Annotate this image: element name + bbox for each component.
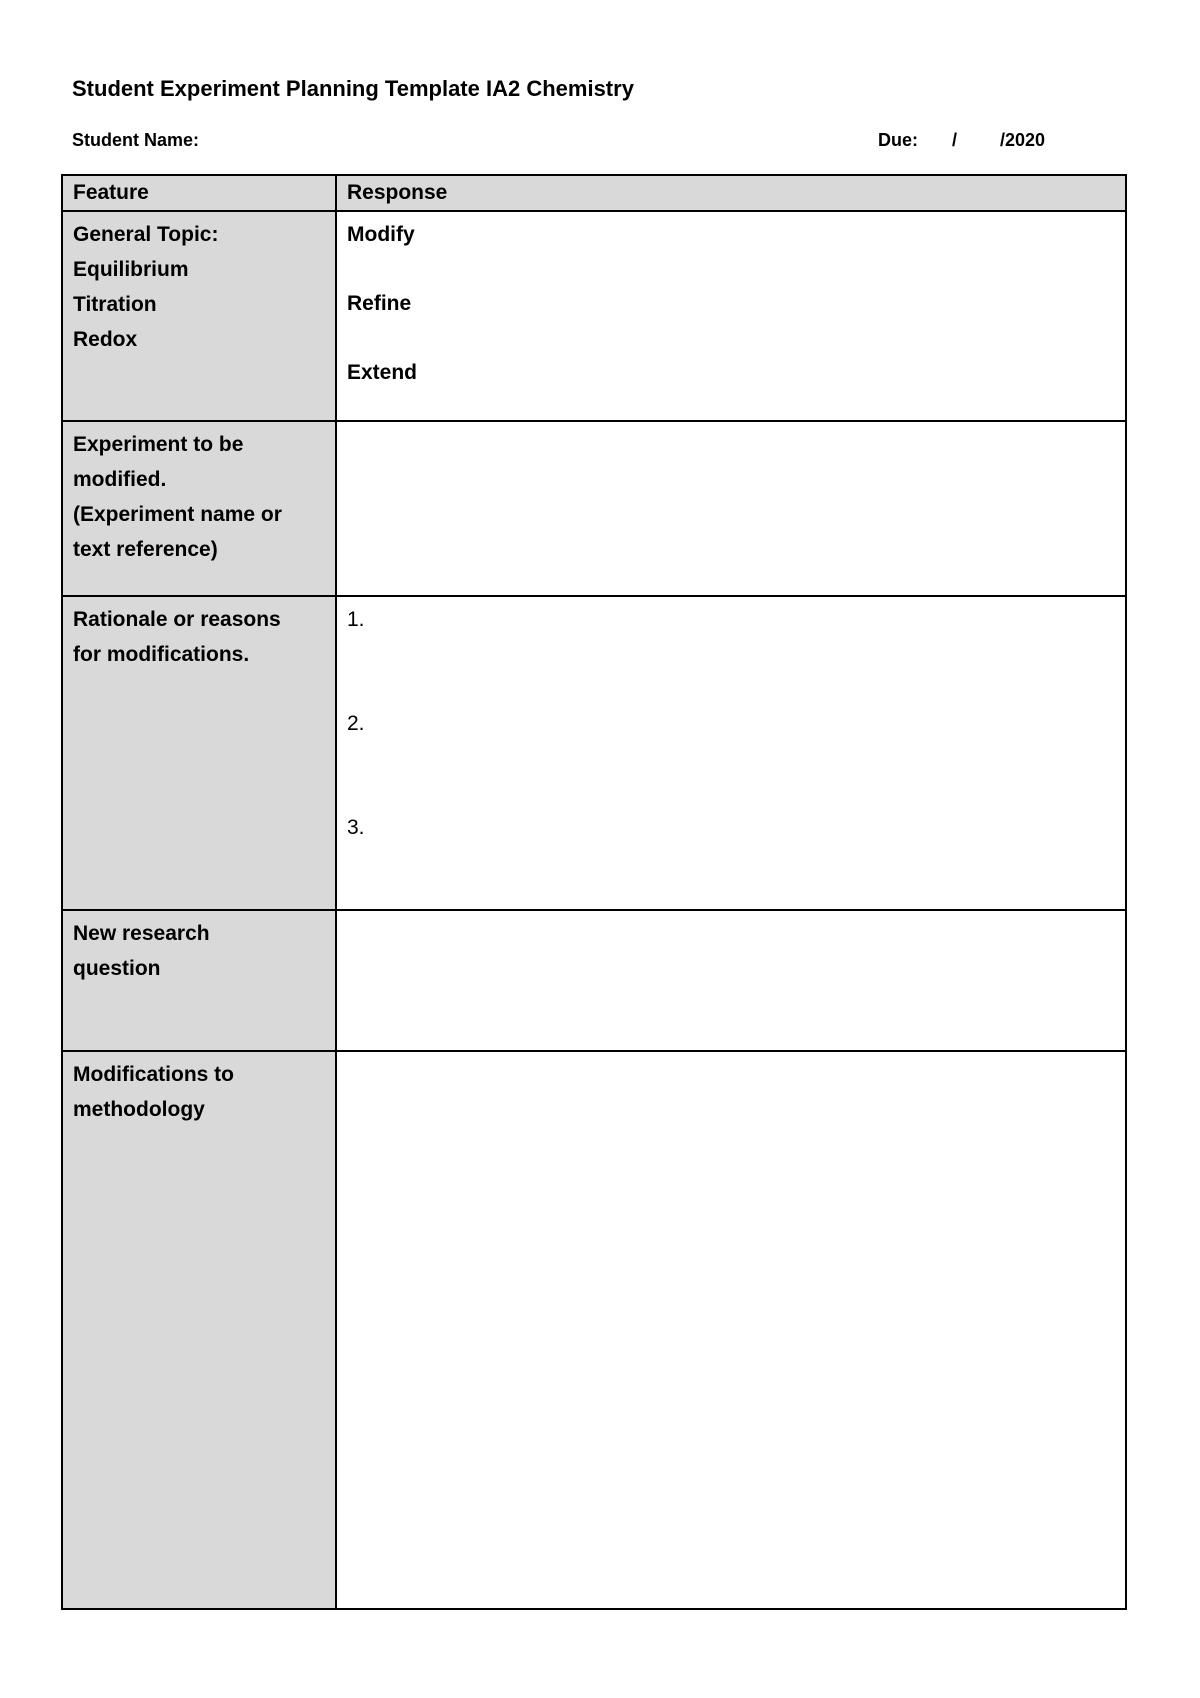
response-option-modify: Modify — [347, 223, 415, 246]
column-header-response: Response — [336, 175, 1126, 211]
document-title: Student Experiment Planning Template IA2 Chemistry — [72, 76, 634, 101]
topic-option-equilibrium: Equilibrium — [73, 258, 189, 281]
table-row-experiment — [62, 421, 1126, 596]
rationale-item-number: 2. — [347, 712, 365, 735]
rationale-item-number: 3. — [347, 816, 365, 839]
response-option-extend: Extend — [347, 361, 418, 384]
feature-label: Modifications to — [73, 1063, 234, 1086]
feature-cell-research-question — [62, 910, 336, 1051]
feature-label: for modifications. — [73, 643, 250, 666]
response-option-refine: Refine — [347, 292, 412, 315]
response-cell-general-topic[interactable] — [336, 211, 1126, 421]
column-header-feature: Feature — [62, 175, 336, 211]
topic-option-redox: Redox — [73, 328, 138, 351]
feature-label: modified. — [73, 468, 167, 491]
topic-option-titration: Titration — [73, 293, 157, 316]
due-label: Due: — [878, 130, 918, 150]
feature-label: text reference) — [73, 538, 218, 561]
feature-label: General Topic: — [73, 223, 219, 246]
feature-cell-general-topic — [62, 211, 336, 421]
feature-label: methodology — [73, 1098, 205, 1121]
table-row-general-topic — [62, 211, 1126, 421]
feature-label: New research — [73, 922, 210, 945]
response-cell-rationale[interactable] — [336, 596, 1126, 910]
student-name-label: Student Name: — [72, 130, 200, 150]
table-row-research-question — [62, 910, 1126, 1051]
feature-cell-experiment — [62, 421, 336, 596]
response-cell-research-question[interactable] — [336, 910, 1126, 1051]
planning-table — [61, 174, 1127, 1610]
due-date-slash: / — [952, 130, 958, 150]
due-date-year: /2020 — [1000, 130, 1046, 150]
table-row-methodology — [62, 1051, 1126, 1609]
feature-label: (Experiment name or — [73, 503, 282, 526]
feature-label: Experiment to be — [73, 433, 244, 456]
response-cell-methodology[interactable] — [336, 1051, 1126, 1609]
rationale-item-number: 1. — [347, 608, 365, 631]
feature-cell-rationale — [62, 596, 336, 910]
table-header-row — [62, 175, 1126, 211]
table-row-rationale — [62, 596, 1126, 910]
feature-label: Rationale or reasons — [73, 608, 281, 631]
response-cell-experiment[interactable] — [336, 421, 1126, 596]
feature-cell-methodology — [62, 1051, 336, 1609]
feature-label: question — [73, 957, 161, 980]
